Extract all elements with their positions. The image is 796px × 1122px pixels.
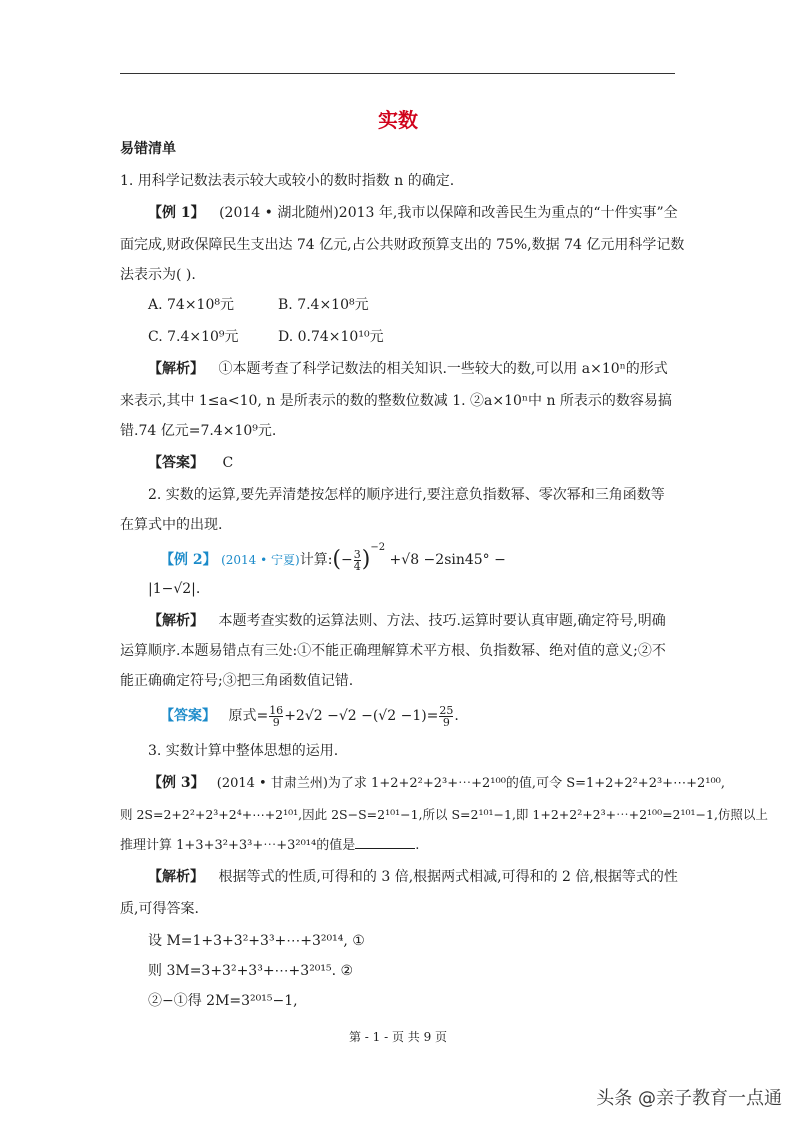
example-3-text-a: (2014 • 甘肃兰州)为了求 1+2+2²+2³+⋯+2¹⁰⁰的值,可令 S=1+2+2²+2³+⋯+2¹⁰⁰, — [216, 776, 726, 791]
answer-2-fraction-1-num: 16 — [269, 703, 284, 717]
option-b: B. 7.4×10⁸元 — [278, 297, 369, 313]
solution-3-text-b: 质,可得答案. — [120, 901, 199, 917]
example-2-fraction-num: 3 — [353, 547, 361, 561]
example-3-text-c: 推理计算 1+3+3²+3³+⋯+3²⁰¹⁴的值是 — [120, 838, 356, 853]
point-2-b: 在算式中的出现. — [120, 517, 223, 533]
header-rule — [120, 73, 675, 74]
example-2-line: 【例 2】 (2014 • 宁夏)计算:(− $\frac{3}{4}$ )$^{-2}$ +√8 −2sin45° − — [160, 542, 506, 573]
solution-2-text-a: 本题考查实数的运算法则、方法、技巧.运算时要认真审题,确定符号,明确 — [218, 613, 666, 629]
section-title: 易错清单 — [120, 141, 176, 157]
option-d: D. 0.74×10¹⁰元 — [278, 329, 384, 345]
solution-1-text-a: ①本题考查了科学记数法的相关知识.一些较大的数,可以用 a×10ⁿ的形式 — [218, 361, 668, 377]
solution-3-line-a — [148, 868, 678, 886]
example-1-label: 【例 1】 — [148, 205, 205, 221]
answer-2-fraction-1-den: 9 — [269, 716, 283, 728]
point-2-a: 2. 实数的运算,要先弄清楚按怎样的顺序进行,要注意负指数幂、零次幂和三角函数等 — [148, 487, 665, 503]
solution-1-text-c: 错.74 亿元=7.4×10⁹元. — [120, 423, 277, 439]
solution-2-label: 【解析】 — [148, 613, 204, 629]
step-3: ②−①得 2M=3²⁰¹⁵−1, — [148, 993, 298, 1009]
example-1-text-b: 面完成,财政保障民生支出达 74 亿元,占公共财政预算支出的 75%,数据 74 亿元用科学记数 — [120, 237, 685, 253]
answer-2-fraction-2-den: 9 — [439, 716, 453, 728]
step-2: 则 3M=3+3²+3³+⋯+3²⁰¹⁵. ② — [148, 963, 354, 979]
watermark: 头条 @亲子教育一点通 — [596, 1088, 782, 1109]
answer-2-fraction-2-num: 25 — [439, 703, 454, 717]
answer-1-value: C — [222, 455, 234, 471]
option-a: A. 74×10⁸元 — [148, 297, 234, 313]
solution-2-line-a — [148, 612, 666, 630]
example-3-line-c: 推理计算 1+3+3²+3³+⋯+3²⁰¹⁴的值是 . — [120, 838, 420, 853]
example-1-text-c: 法表示为( ). — [120, 267, 196, 283]
step-1: 设 M=1+3+3²+3³+⋯+3²⁰¹⁴, ① — [148, 933, 365, 949]
answer-2-middle: +2√2 −√2 −(√2 −1)= — [284, 708, 439, 724]
option-c: C. 7.4×10⁹元 — [148, 329, 239, 345]
example-3-text-b: 则 2S=2+2²+2³+2⁴+⋯+2¹⁰¹,因此 2S−S=2¹⁰¹−1,所以 S=2¹⁰¹−1,即 1+2+2²+2³+⋯+2¹⁰⁰=2¹⁰¹−1,仿照以上 — [120, 807, 768, 822]
example-2-calc: 计算: — [299, 552, 333, 568]
example-2-source: (2014 • 宁夏) — [221, 553, 300, 567]
solution-3-label: 【解析】 — [148, 869, 204, 885]
example-2-fraction — [354, 549, 361, 572]
solution-2-text-c: 能正确确定符号;③把三角函数值记错. — [120, 673, 354, 689]
page-title: 实数 — [378, 108, 418, 132]
solution-1-text-b: 来表示,其中 1≤a<10, n 是所表示的数的整数位数减 1. ②a×10ⁿ中 n 所表示的数容易搞 — [120, 393, 672, 409]
answer-2-fraction-1 — [269, 705, 283, 728]
example-1-line-a — [148, 204, 678, 222]
example-2-fraction-den: 4 — [353, 559, 361, 573]
answer-1 — [148, 454, 233, 472]
answer-2: 【答案】 原式= $\frac{16}{9}$ +2√2 −√2 −(√2 −1)= $\frac{25}{9}$ . — [160, 703, 459, 729]
example-3-line-a — [148, 774, 725, 793]
answer-1-label: 【答案】 — [148, 455, 204, 471]
page-footer: 第 - 1 - 页 共 9 页 — [348, 1030, 448, 1044]
answer-blank — [355, 836, 415, 849]
example-3-label: 【例 3】 — [148, 775, 205, 791]
point-3: 3. 实数计算中整体思想的运用. — [148, 743, 339, 759]
answer-2-fraction-2 — [439, 705, 453, 728]
example-2-label: 【例 2】 — [160, 552, 217, 568]
example-2-line-2: |1−√2|. — [148, 581, 201, 597]
point-1: 1. 用科学记数法表示较大或较小的数时指数 n 的确定. — [120, 173, 455, 189]
solution-2-text-b: 运算顺序.本题易错点有三处:①不能正确理解算术平方根、负指数幂、绝对值的意义;②不 — [120, 643, 666, 659]
example-2-rest: +√8 −2sin45° − — [389, 552, 506, 568]
example-1-text-a: (2014 • 湖北随州)2013 年,我市以保障和改善民生为重点的“十件实事”全 — [219, 205, 678, 221]
answer-2-label: 【答案】 — [160, 708, 216, 724]
solution-1-label: 【解析】 — [148, 361, 204, 377]
solution-1-line-a — [148, 360, 668, 378]
answer-2-prefix: 原式= — [228, 708, 269, 724]
solution-3-text-a: 根据等式的性质,可得和的 3 倍,根据两式相减,可得和的 2 倍,根据等式的性 — [218, 869, 678, 885]
